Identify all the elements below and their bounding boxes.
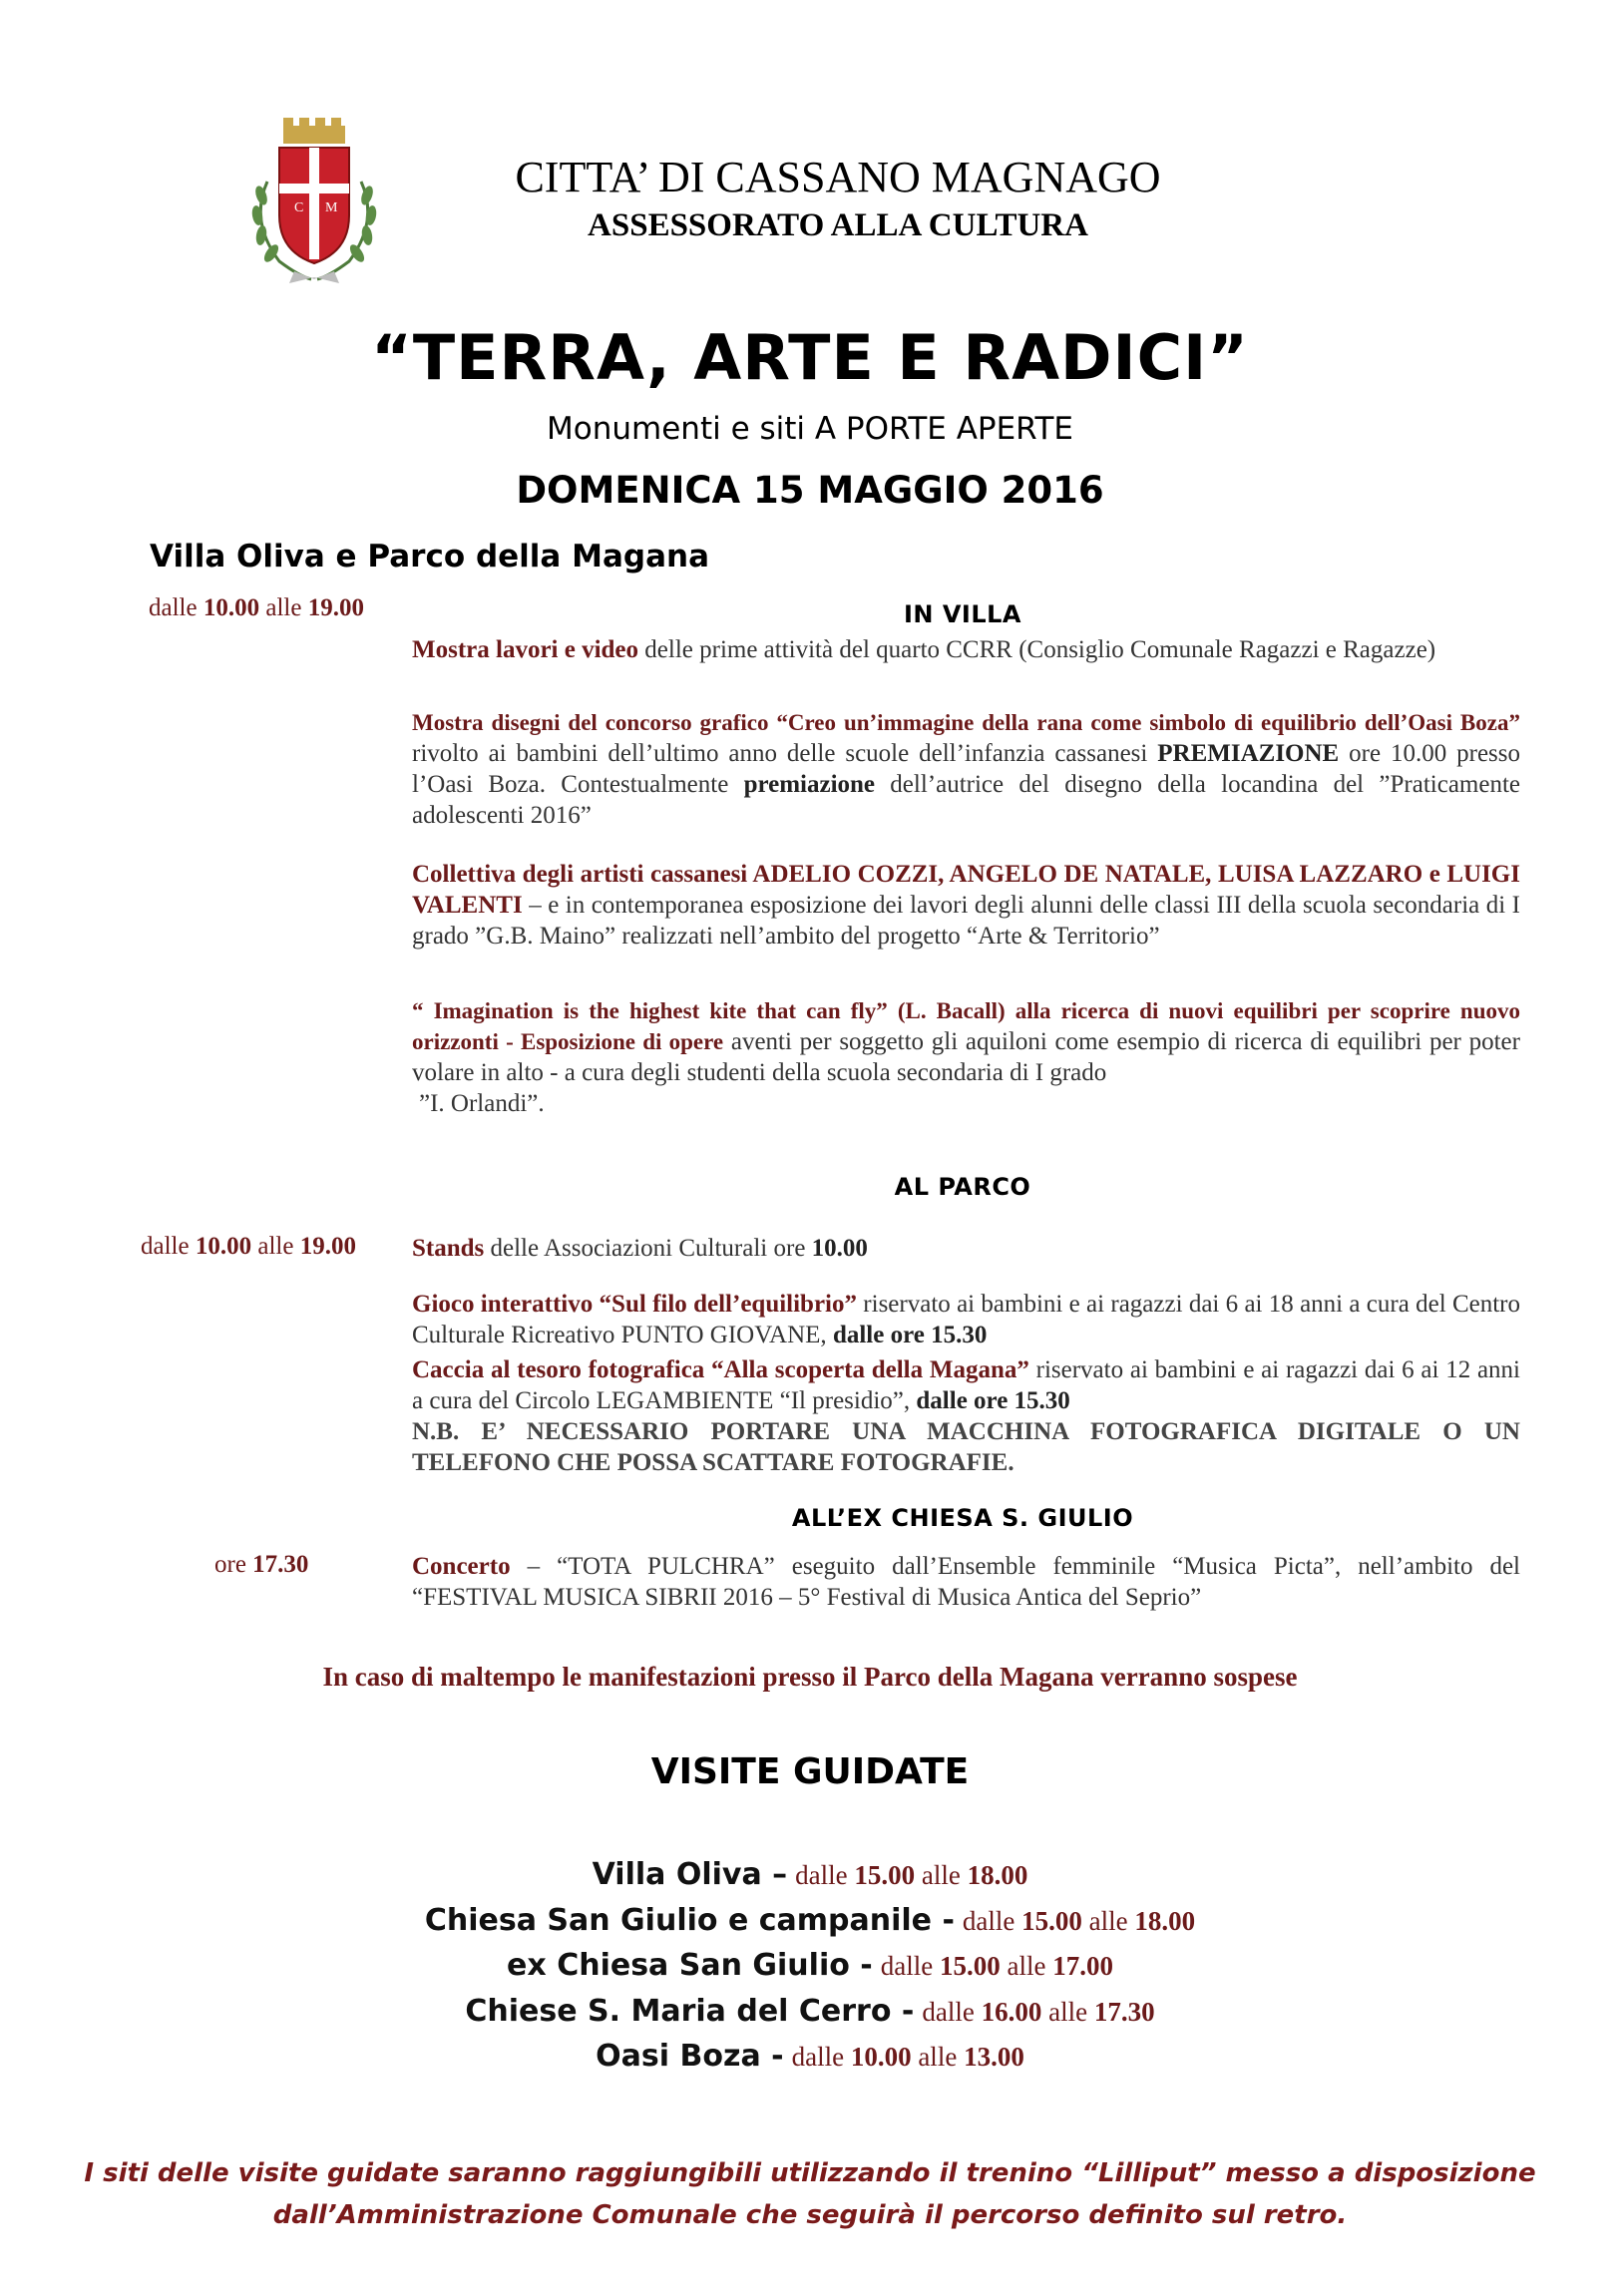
tour-from: 10.00: [850, 2042, 912, 2072]
parco-item-treasure-hunt: [412, 1354, 1520, 1416]
event-title: “TERRA, ARTE E RADICI”: [371, 321, 1249, 394]
item-text: rivolto ai bambini dell’ultimo anno delle scuole dell’infanzia cassanesi: [412, 740, 1158, 767]
time-prefix: dalle: [141, 1233, 196, 1260]
villa-item-video: [412, 634, 1520, 665]
crest-icon: [239, 112, 389, 287]
time-prefix: ore: [214, 1551, 253, 1578]
item-text: – e in contemporanea esposizione dei lavori degli alunni delle classi III della scuola secondaria di I grado ”G.B. Maino” realizzati nell’ambito del progetto “Arte & Territorio”: [412, 892, 1520, 950]
villa-item-kites-end: ”I. Orlandi”.: [419, 1090, 545, 1117]
award-label: PREMIAZIONE: [1157, 740, 1340, 767]
footer-line-2: dall’Amministrazione Comunale che seguirà il percorso definito sul retro.: [272, 2200, 1348, 2230]
tour-hours: [795, 1860, 1027, 1890]
item-text: ore 10.00 presso l’Oasi Boza. Contestualmente: [412, 740, 1520, 798]
tour-hours: [922, 1997, 1154, 2027]
spacer: [787, 1871, 795, 1888]
tour-alle: alle: [1000, 1951, 1053, 1981]
villa-item-drawings: [412, 707, 1520, 831]
tour-dalle: dalle: [795, 1860, 855, 1890]
parco-item-game: [412, 1289, 1520, 1350]
parco-time: [141, 1233, 356, 1261]
time-start: 10.00: [195, 1233, 252, 1260]
spacer: [955, 1917, 963, 1934]
tour-place: ex Chiesa San Giulio -: [507, 1948, 873, 1983]
villa-time: [149, 594, 364, 622]
tour-place: Oasi Boza -: [596, 2039, 784, 2074]
spacer: [784, 2053, 792, 2070]
time-end: 19.00: [307, 594, 364, 621]
item-time: 10.00: [811, 1235, 868, 1262]
item-title: Mostra disegni del concorso grafico “Creo un’immagine della rana come simbolo di equilibrio dell’Oasi Boza”: [412, 710, 1520, 735]
tour-item: [0, 2039, 1620, 2074]
item-title: “ Imagination is the highest kite that can fly” (L. Bacall) alla ricerca di nuovi equilibri per scoprire nuovo orizzonti - Esposizione di opere: [412, 998, 1520, 1054]
tour-item: [0, 1994, 1620, 2029]
tour-dalle: dalle: [880, 1951, 940, 1981]
item-text: delle prime attività del quarto CCRR (Consiglio Comunale Ragazzi e Ragazze): [638, 636, 1436, 663]
item-title: Caccia al tesoro fotografica “Alla scoperta della Magana”: [412, 1356, 1029, 1383]
time-start: 17.30: [252, 1551, 309, 1578]
tour-hours: [792, 2042, 1024, 2072]
time-mid: alle: [251, 1233, 300, 1260]
department-name: ASSESSORATO ALLA CULTURA: [588, 207, 1088, 243]
tour-alle: alle: [1041, 1997, 1094, 2027]
item-text: riservato ai bambini e ai ragazzi dai 6 ai 18 anni a cura del Centro Culturale Ricreativo PUNTO GIOVANE,: [412, 1291, 1521, 1348]
time-start: 10.00: [202, 594, 260, 621]
tour-to: 13.00: [964, 2042, 1024, 2072]
tour-alle: alle: [1081, 1906, 1135, 1936]
item-text: aventi per soggetto gli aquiloni come esempio di ricerca di equilibri per poter volare in alto - a cura degli studenti della scuola secondaria di I grado: [412, 1028, 1520, 1086]
tour-dalle: dalle: [962, 1906, 1022, 1936]
event-subtitle: Monumenti e siti A PORTE APERTE: [547, 411, 1073, 447]
item-title: Concerto: [412, 1553, 511, 1580]
tour-item: [0, 1857, 1620, 1892]
tour-hours: [963, 1906, 1195, 1936]
tour-dalle: dalle: [922, 1997, 982, 2027]
chiesa-time: [214, 1551, 308, 1579]
tour-from: 16.00: [981, 1997, 1042, 2027]
in-villa-heading: IN VILLA: [903, 600, 1022, 628]
item-title: Collettiva degli artisti cassanesi ADELIO COZZI, ANGELO DE NATALE, LUISA LAZZARO e LUIGI VALENTI: [412, 861, 1520, 919]
tour-to: 18.00: [967, 1860, 1028, 1890]
tours-heading: VISITE GUIDATE: [650, 1751, 970, 1792]
tour-item: [0, 1903, 1620, 1938]
city-crest-logo: [239, 112, 389, 287]
item-time: dalle ore 15.30: [832, 1322, 988, 1348]
tour-place: Chiese S. Maria del Cerro -: [465, 1994, 915, 2029]
ex-chiesa-heading: ALL’EX CHIESA S. GIULIO: [791, 1504, 1134, 1532]
item-text: delle Associazioni Culturali ore: [484, 1235, 812, 1262]
crest-letter-m: M: [325, 200, 338, 215]
tour-to: 17.30: [1093, 1997, 1155, 2027]
item-title: Stands: [412, 1235, 485, 1262]
tour-dalle: dalle: [791, 2042, 851, 2072]
item-time: dalle ore 15.30: [916, 1387, 1070, 1414]
al-parco-heading: AL PARCO: [894, 1173, 1031, 1201]
crest-letter-c: C: [294, 200, 304, 215]
item-text: dell’autrice del disegno della locandina del ”Praticamente adolescenti 2016”: [412, 771, 1520, 829]
spacer: [873, 1962, 881, 1979]
item-text: – “TOTA PULCHRA” eseguito dall’Ensemble femminile “Musica Picta”, nell’ambito del “FESTIVAL MUSICA SIBRII 2016 – 5° Festival di Musica Antica del Seprio”: [412, 1553, 1520, 1611]
item-title: Mostra lavori e video: [412, 636, 639, 663]
tour-alle: alle: [915, 1860, 968, 1890]
time-prefix: dalle: [149, 594, 203, 621]
tour-from: 15.00: [939, 1951, 1001, 1981]
tour-from: 15.00: [854, 1860, 916, 1890]
tour-to: 17.00: [1052, 1951, 1113, 1981]
time-mid: alle: [259, 594, 308, 621]
item-text: riservato ai bambini e ai ragazzi dai 6 ai 12 anni a cura del Circolo LEGAMBIENTE “Il presidio”,: [412, 1356, 1520, 1414]
event-date: DOMENICA 15 MAGGIO 2016: [516, 469, 1104, 512]
city-name: CITTA’ DI CASSANO MAGNAGO: [515, 153, 1161, 201]
concert-item: [412, 1551, 1520, 1613]
weather-note: In caso di maltempo le manifestazioni presso il Parco della Magana verranno sospese: [322, 1662, 1298, 1692]
parco-item-stands: [412, 1233, 1520, 1264]
tour-from: 15.00: [1021, 1906, 1082, 1936]
villa-item-collective: [412, 859, 1520, 952]
tour-item: [0, 1948, 1620, 1983]
tour-hours: [881, 1951, 1113, 1981]
tour-alle: alle: [911, 2042, 965, 2072]
time-end: 19.00: [299, 1233, 356, 1260]
parco-camera-note: N.B. E’ NECESSARIO PORTARE UNA MACCHINA FOTOGRAFICA DIGITALE O UN TELEFONO CHE POSSA SCATTARE FOTOGRAFIE.: [412, 1418, 1520, 1476]
tour-place: Chiesa San Giulio e campanile -: [424, 1903, 955, 1938]
event-venue: Villa Oliva e Parco della Magana: [150, 539, 709, 574]
footer-line-1: I siti delle visite guidate saranno raggiungibili utilizzando il trenino “Lilliput” messo a disposizione: [84, 2158, 1536, 2188]
villa-item-kites: [412, 995, 1520, 1088]
award-label: premiazione: [743, 771, 876, 798]
tour-to: 18.00: [1134, 1906, 1196, 1936]
item-title: Gioco interattivo “Sul filo dell’equilibrio”: [412, 1291, 858, 1318]
tour-place: Villa Oliva –: [592, 1857, 788, 1892]
